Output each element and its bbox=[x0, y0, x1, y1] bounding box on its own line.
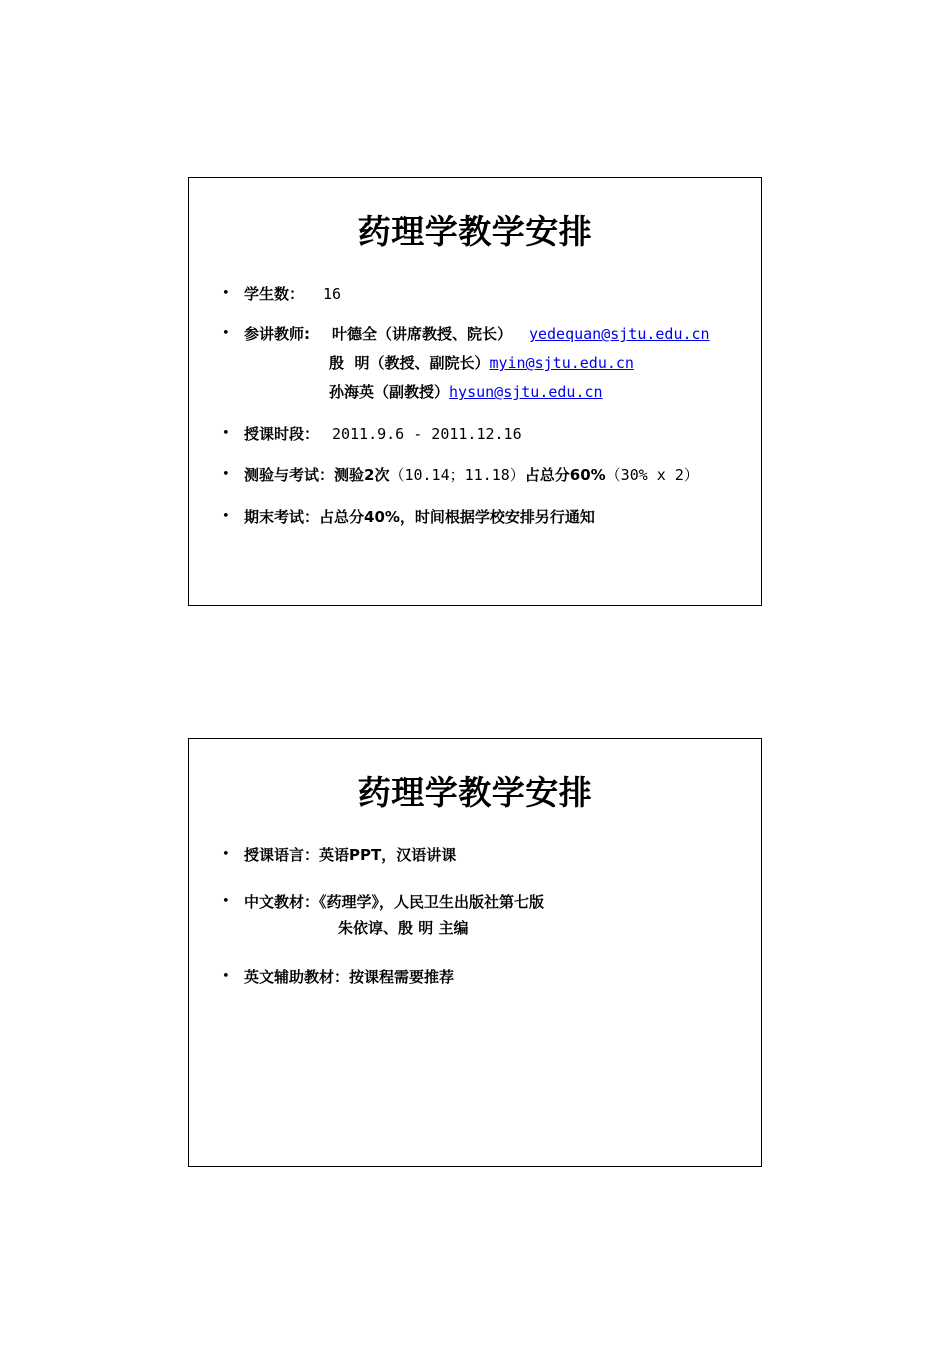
textbook-editors-line bbox=[338, 918, 468, 938]
quiz-breakdown: （30% x 2） bbox=[605, 466, 699, 484]
quiz-count: 测验2次 bbox=[334, 466, 390, 484]
slide-title: 药理学教学安排 bbox=[357, 773, 593, 812]
final-label: 期末考试： bbox=[244, 508, 320, 526]
textbook-editors: 朱依谆、殷 明 主编 bbox=[338, 919, 469, 937]
teacher-name: 孙海英（副教授） bbox=[329, 383, 450, 401]
english-textbook-label: 英文辅助教材： bbox=[244, 968, 350, 986]
teacher-email-link[interactable]: yedequan@sjtu.edu.cn bbox=[528, 325, 710, 343]
language-label: 授课语言： bbox=[244, 846, 320, 864]
textbook-label: 中文教材： bbox=[244, 893, 320, 911]
quiz-label: 测验与考试： bbox=[244, 466, 335, 484]
slide-1 bbox=[188, 177, 762, 606]
teachers-label: 参讲教师: bbox=[244, 325, 310, 343]
teacher-email-link[interactable]: myin@sjtu.edu.cn bbox=[489, 354, 634, 372]
textbook-value: 《药理学》，人民卫生出版社第七版 bbox=[319, 893, 545, 911]
english-textbook-value: 按课程需要推荐 bbox=[349, 968, 455, 986]
bullet-icon: • bbox=[222, 509, 230, 524]
teacher-line-3 bbox=[329, 382, 603, 402]
bullet-icon: • bbox=[222, 426, 230, 441]
quiz-weight: 占总分60% bbox=[524, 466, 606, 484]
quiz-dates: （10.14；11.18） bbox=[389, 466, 525, 484]
bullet-icon: • bbox=[222, 326, 230, 341]
teacher-email-link[interactable]: hysun@sjtu.edu.cn bbox=[449, 383, 603, 401]
teacher-line-1 bbox=[332, 324, 710, 344]
bullet-icon: • bbox=[222, 286, 230, 301]
bullet-icon: • bbox=[222, 467, 230, 482]
bullet-icon: • bbox=[222, 969, 230, 984]
language-value: 英语PPT，汉语讲课 bbox=[319, 846, 457, 864]
teacher-name: 叶德全（讲席教授、院长） bbox=[332, 325, 513, 343]
slide-2 bbox=[188, 738, 762, 1167]
period-value: 2011.9.6 - 2011.12.16 bbox=[331, 425, 522, 443]
final-value: 占总分40%，时间根据学校安排另行通知 bbox=[319, 508, 595, 526]
students-value: 16 bbox=[322, 285, 342, 303]
students-label: 学生数： bbox=[244, 285, 305, 303]
period-label: 授课时段： bbox=[244, 425, 320, 443]
bullet-icon: • bbox=[222, 894, 230, 909]
teacher-name: 殷 明（教授、副院长） bbox=[329, 354, 490, 372]
bullet-icon: • bbox=[222, 847, 230, 862]
teacher-line-2 bbox=[329, 353, 634, 373]
slide-title: 药理学教学安排 bbox=[357, 212, 593, 251]
